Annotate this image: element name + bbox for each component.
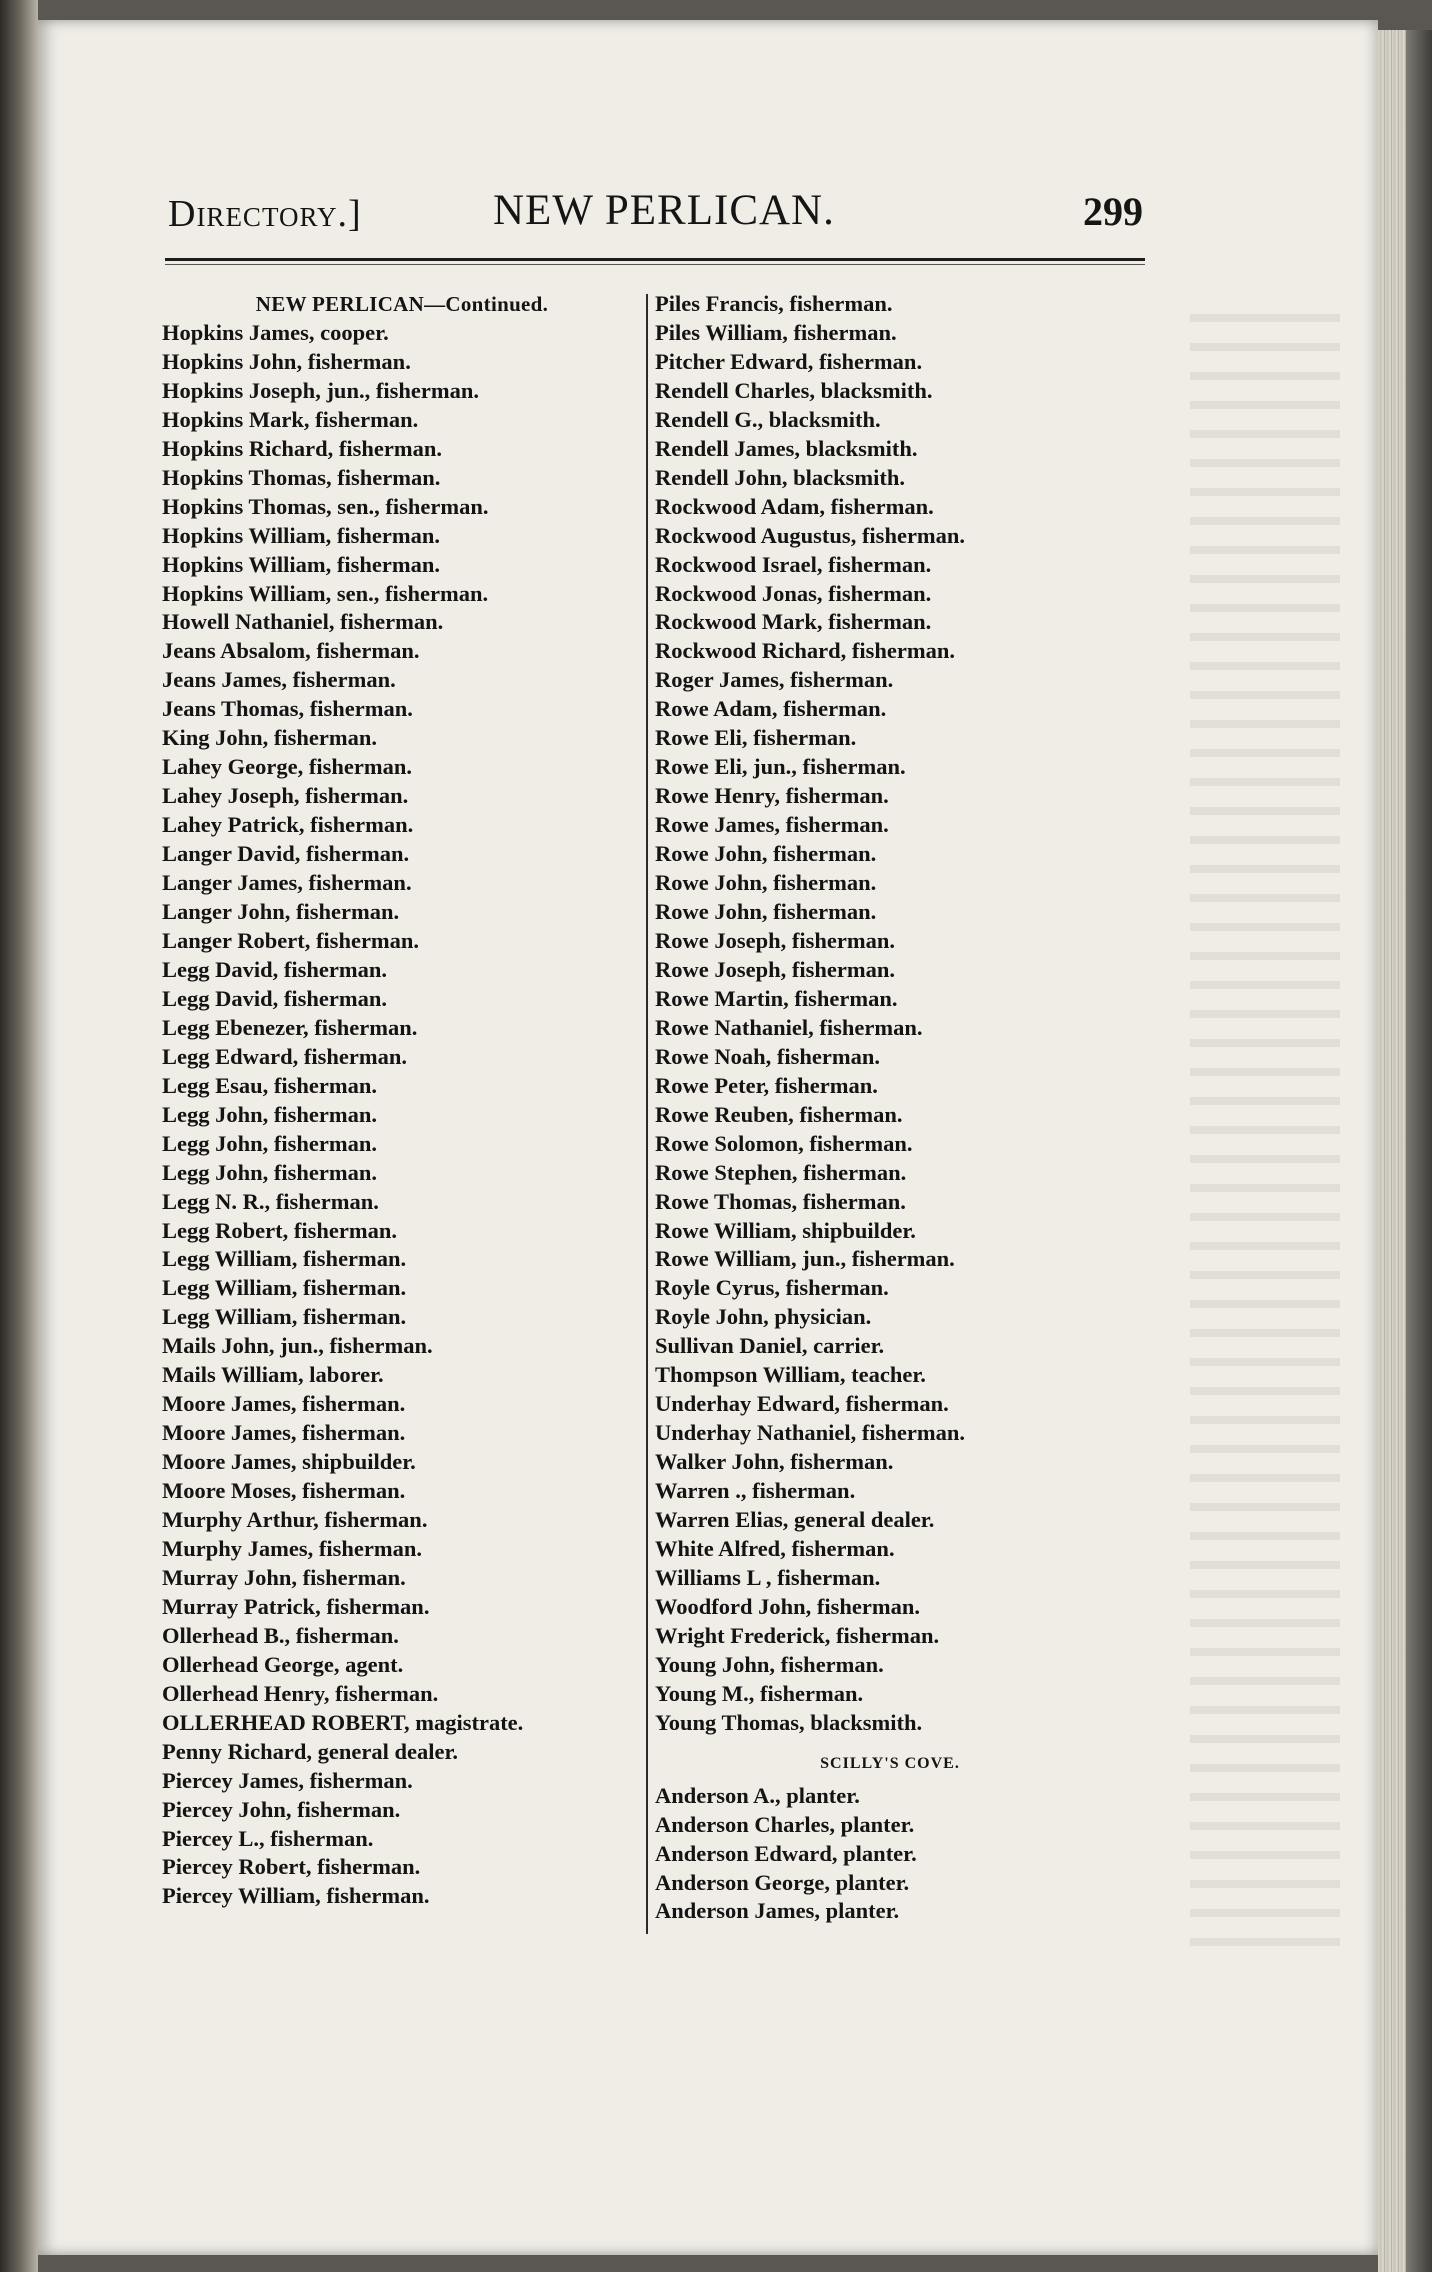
- directory-entry: Anderson Charles, planter.: [655, 1811, 915, 1837]
- directory-entry: Young Thomas, blacksmith.: [655, 1709, 923, 1735]
- directory-entry: Ollerhead George, agent.: [162, 1651, 404, 1677]
- directory-entry: Mails William, laborer.: [162, 1362, 384, 1388]
- directory-entry: Rowe Solomon, fisherman.: [655, 1130, 913, 1156]
- directory-entry: Rowe Stephen, fisherman.: [655, 1159, 907, 1185]
- directory-entry: Hopkins Joseph, jun., fisherman.: [162, 377, 479, 403]
- directory-entry: Rowe Thomas, fisherman.: [655, 1188, 906, 1214]
- directory-entry: Murphy James, fisherman.: [162, 1535, 422, 1561]
- directory-entry: Ollerhead B., fisherman.: [162, 1622, 399, 1648]
- directory-entry: Legg William, fisherman.: [162, 1246, 407, 1272]
- directory-entry: Hopkins William, fisherman.: [162, 551, 440, 577]
- header-rule-thin: [165, 264, 1145, 265]
- directory-entry: Langer David, fisherman.: [162, 841, 410, 867]
- running-header: [168, 186, 1143, 246]
- left-column: [162, 290, 642, 1911]
- directory-entry: Royle John, physician.: [655, 1304, 872, 1330]
- directory-entry: Rowe Noah, fisherman.: [655, 1043, 880, 1069]
- directory-entry: Legg Esau, fisherman.: [162, 1072, 378, 1098]
- directory-entry: Piercey William, fisherman.: [162, 1883, 430, 1909]
- directory-entry: Legg David, fisherman.: [162, 985, 387, 1011]
- directory-entry: Lahey Patrick, fisherman.: [162, 812, 414, 838]
- directory-entry: Royle Cyrus, fisherman.: [655, 1275, 889, 1301]
- directory-entry: Wright Frederick, fisherman.: [655, 1622, 940, 1648]
- page-edges: [1378, 30, 1432, 2272]
- directory-entry: Murphy Arthur, fisherman.: [162, 1507, 428, 1533]
- header-directory-label: Directory.]: [168, 193, 362, 235]
- directory-entry: Rowe John, fisherman.: [655, 870, 877, 896]
- directory-entry: Rowe Reuben, fisherman.: [655, 1101, 903, 1127]
- directory-entry: Anderson George, planter.: [655, 1869, 910, 1895]
- directory-entry: Piercey James, fisherman.: [162, 1767, 413, 1793]
- directory-entry: Warren Elias, general dealer.: [655, 1507, 935, 1533]
- bleed-through-text: [1190, 300, 1340, 1950]
- directory-entry: Langer James, fisherman.: [162, 870, 412, 896]
- directory-entry: Penny Richard, general dealer.: [162, 1738, 459, 1764]
- directory-entry: Rowe William, shipbuilder.: [655, 1217, 916, 1243]
- directory-entry: Rendell James, blacksmith.: [655, 435, 918, 461]
- page-number: 299: [1083, 189, 1143, 234]
- directory-entry: Rendell G., blacksmith.: [655, 406, 881, 432]
- directory-entry: Langer Robert, fisherman.: [162, 927, 420, 953]
- directory-entry: Young John, fisherman.: [655, 1651, 884, 1677]
- directory-entry: Rowe John, fisherman.: [655, 899, 877, 925]
- directory-entry: Jeans Absalom, fisherman.: [162, 638, 420, 664]
- directory-entry: Sullivan Daniel, carrier.: [655, 1333, 885, 1359]
- directory-entry: Legg N. R., fisherman.: [162, 1188, 379, 1214]
- directory-entry: Rockwood Mark, fisherman.: [655, 609, 932, 635]
- binding-shadow: [0, 0, 38, 2272]
- directory-entry: Murray John, fisherman.: [162, 1564, 406, 1590]
- directory-entry: Langer John, fisherman.: [162, 899, 400, 925]
- directory-entry: King John, fisherman.: [162, 725, 378, 751]
- directory-entry: Hopkins William, fisherman.: [162, 522, 440, 548]
- directory-entry: Piles William, fisherman.: [655, 319, 897, 345]
- header-rule: [165, 258, 1145, 261]
- directory-entry: Legg Edward, fisherman.: [162, 1043, 408, 1069]
- directory-entry: Hopkins William, sen., fisherman.: [162, 580, 489, 606]
- directory-entry: Anderson Edward, planter.: [655, 1840, 917, 1866]
- header-place-title: NEW PERLICAN.: [493, 187, 835, 234]
- directory-entry: Woodford John, fisherman.: [655, 1593, 921, 1619]
- directory-entry: Underhay Edward, fisherman.: [655, 1391, 949, 1417]
- directory-entry: Anderson A., planter.: [655, 1782, 860, 1808]
- directory-entry: Anderson James, planter.: [655, 1898, 900, 1924]
- directory-entry: Legg William, fisherman.: [162, 1304, 407, 1330]
- directory-entry: Rowe Joseph, fisherman.: [655, 927, 895, 953]
- directory-entry: Rowe Eli, fisherman.: [655, 725, 857, 751]
- directory-entry: Jeans James, fisherman.: [162, 667, 396, 693]
- directory-entry: Rowe William, jun., fisherman.: [655, 1246, 955, 1272]
- directory-entry: Rowe James, fisherman.: [655, 812, 889, 838]
- directory-entry: Rowe Peter, fisherman.: [655, 1072, 878, 1098]
- directory-entry: Rowe Adam, fisherman.: [655, 696, 887, 722]
- directory-entry: Hopkins James, cooper.: [162, 319, 389, 345]
- directory-entry: Lahey Joseph, fisherman.: [162, 783, 409, 809]
- directory-entry: Rowe John, fisherman.: [655, 841, 877, 867]
- directory-entry: Legg Robert, fisherman.: [162, 1217, 397, 1243]
- directory-entry: Legg John, fisherman.: [162, 1159, 378, 1185]
- directory-entry: Hopkins Mark, fisherman.: [162, 406, 419, 432]
- directory-entry: Rowe Nathaniel, fisherman.: [655, 1014, 923, 1040]
- directory-entry: Hopkins John, fisherman.: [162, 348, 411, 374]
- directory-entry: Hopkins Richard, fisherman.: [162, 435, 443, 461]
- directory-entry: Rowe Henry, fisherman.: [655, 783, 889, 809]
- book-cover-edge: [1406, 30, 1432, 2272]
- directory-entry: Legg John, fisherman.: [162, 1101, 378, 1127]
- directory-entry: Rockwood Jonas, fisherman.: [655, 580, 932, 606]
- directory-entry: Hopkins Thomas, sen., fisherman.: [162, 493, 489, 519]
- directory-entry: Moore James, shipbuilder.: [162, 1449, 416, 1475]
- directory-entry: Legg Ebenezer, fisherman.: [162, 1014, 418, 1040]
- directory-entry: Underhay Nathaniel, fisherman.: [655, 1420, 966, 1446]
- directory-entry: Moore Moses, fisherman.: [162, 1478, 406, 1504]
- directory-entry: Ollerhead Henry, fisherman.: [162, 1680, 439, 1706]
- directory-entry: Pitcher Edward, fisherman.: [655, 348, 923, 374]
- directory-entry: Rendell Charles, blacksmith.: [655, 377, 933, 403]
- directory-entry: Warren ., fisherman.: [655, 1478, 856, 1504]
- directory-entry: Roger James, fisherman.: [655, 667, 894, 693]
- right-column: [655, 290, 1125, 1926]
- directory-entry: Hopkins Thomas, fisherman.: [162, 464, 441, 490]
- section-heading: SCILLY'S COVE.: [820, 1754, 960, 1772]
- directory-entry: Piercey John, fisherman.: [162, 1796, 401, 1822]
- directory-entry: Moore James, fisherman.: [162, 1391, 406, 1417]
- directory-entry: Thompson William, teacher.: [655, 1362, 926, 1388]
- column-heading: NEW PERLICAN—Continued.: [255, 292, 549, 316]
- directory-entry: Rockwood Israel, fisherman.: [655, 551, 932, 577]
- directory-entry: Moore James, fisherman.: [162, 1420, 406, 1446]
- directory-entry: White Alfred, fisherman.: [655, 1535, 895, 1561]
- directory-entry: Rowe Martin, fisherman.: [655, 985, 898, 1011]
- directory-entry: Rockwood Richard, fisherman.: [655, 638, 956, 664]
- directory-entry: Young M., fisherman.: [655, 1680, 864, 1706]
- directory-entry: Williams L , fisherman.: [655, 1564, 881, 1590]
- directory-entry: OLLERHEAD ROBERT, magistrate.: [162, 1709, 524, 1735]
- directory-entry: Jeans Thomas, fisherman.: [162, 696, 413, 722]
- directory-entry: Murray Patrick, fisherman.: [162, 1593, 430, 1619]
- directory-entry: Piles Francis, fisherman.: [655, 291, 893, 316]
- directory-entry: Piercey L., fisherman.: [162, 1825, 374, 1851]
- column-divider: [646, 294, 648, 1934]
- directory-entry: Rockwood Adam, fisherman.: [655, 493, 934, 519]
- directory-entry: Rendell John, blacksmith.: [655, 464, 906, 490]
- directory-entry: Mails John, jun., fisherman.: [162, 1333, 433, 1359]
- directory-entry: Legg William, fisherman.: [162, 1275, 407, 1301]
- directory-entry: Howell Nathaniel, fisherman.: [162, 609, 444, 635]
- directory-entry: Rowe Eli, jun., fisherman.: [655, 754, 906, 780]
- directory-entry: Rockwood Augustus, fisherman.: [655, 522, 966, 548]
- directory-entry: Legg David, fisherman.: [162, 956, 387, 982]
- directory-entry: Piercey Robert, fisherman.: [162, 1854, 421, 1880]
- directory-entry: Rowe Joseph, fisherman.: [655, 956, 895, 982]
- directory-entry: Walker John, fisherman.: [655, 1449, 894, 1475]
- directory-entry: Legg John, fisherman.: [162, 1130, 378, 1156]
- directory-entry: Lahey George, fisherman.: [162, 754, 412, 780]
